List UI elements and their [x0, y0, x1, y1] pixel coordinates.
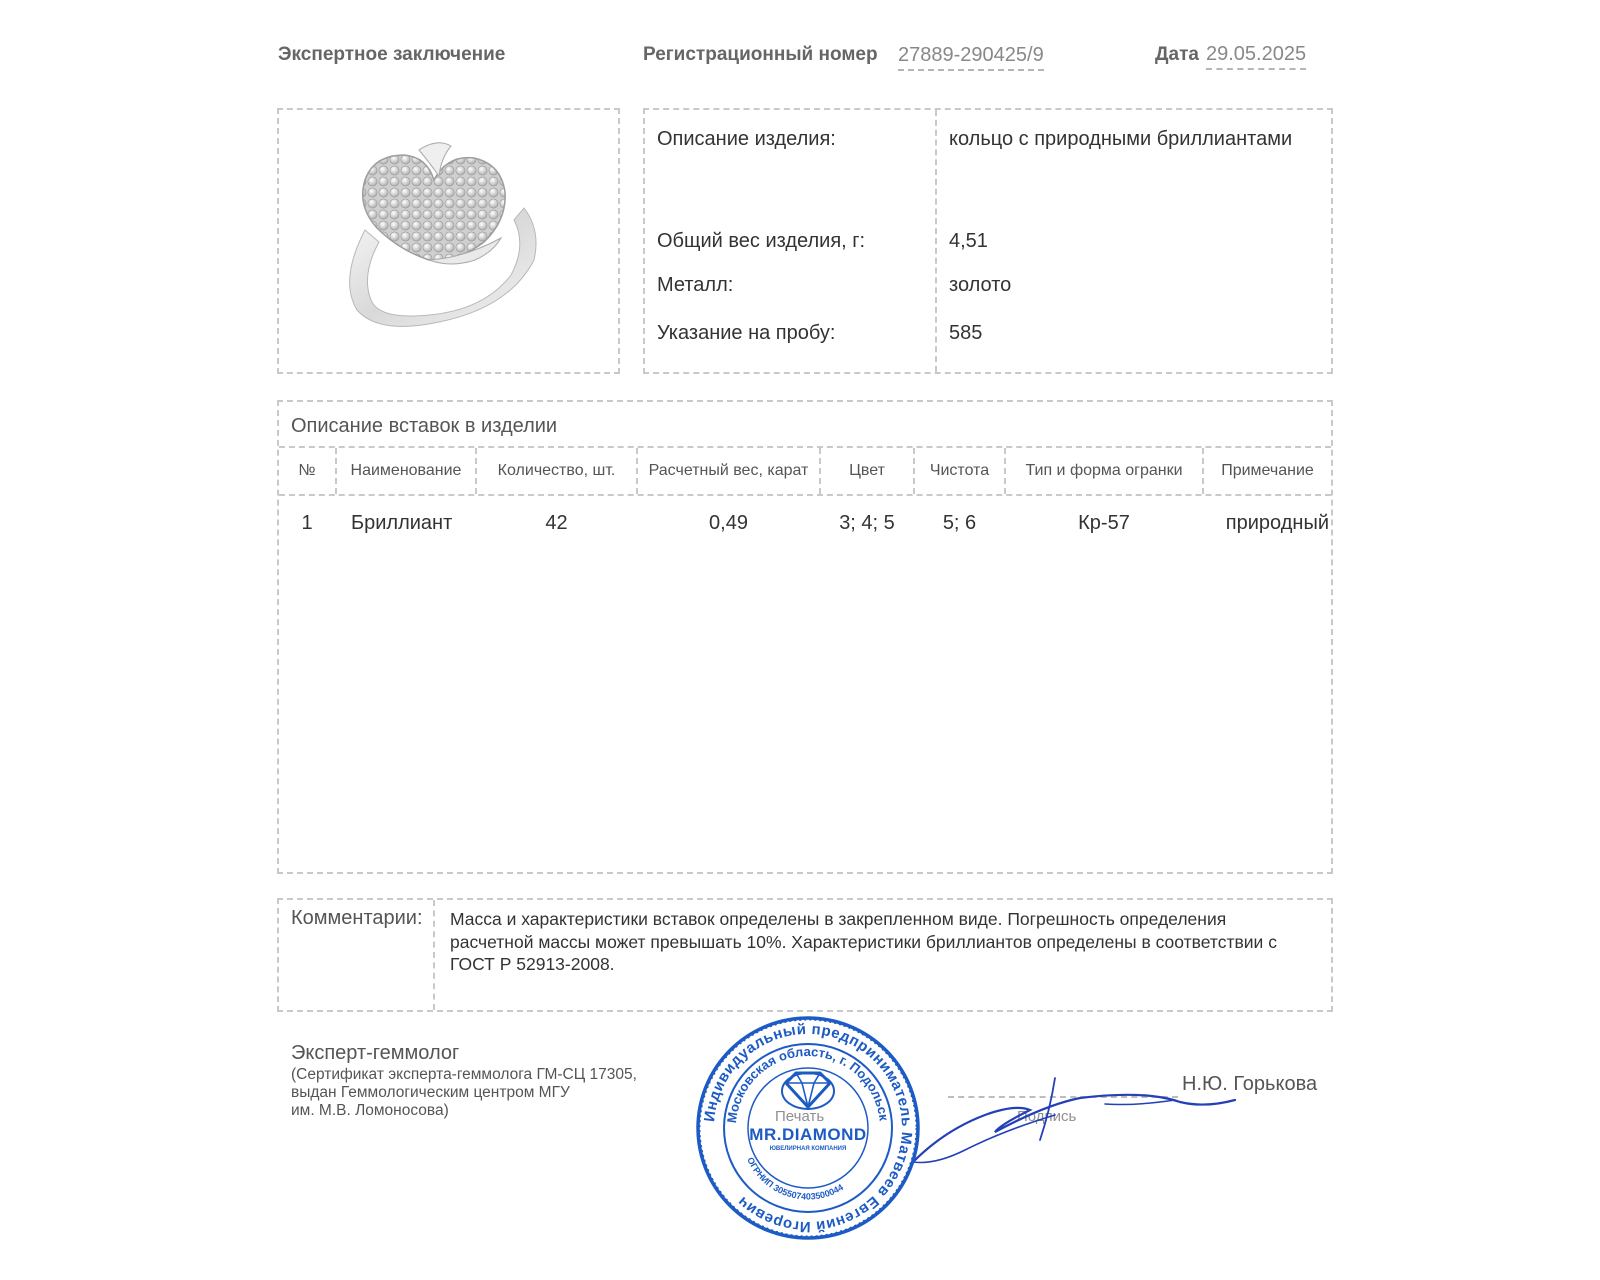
table-row-cell-number: 1 [301, 512, 313, 534]
stones-section-title: Описание вставок в изделии [291, 415, 558, 437]
signature-icon [905, 1070, 1250, 1180]
item-info-divider [935, 110, 937, 372]
expert-certificate-line: (Сертификат эксперта-геммолога ГМ-СЦ 17305, [291, 1066, 637, 1083]
item-hallmark-label: Указание на пробу: [657, 322, 836, 344]
signature-label: Подпись [1017, 1108, 1077, 1125]
item-weight-value: 4,51 [949, 230, 988, 252]
stamp-brand-sub: ЮВЕЛИРНАЯ КОМПАНИЯ [769, 1146, 847, 1152]
svg-text:ОГРНИП 305507403500044 [745, 1156, 845, 1202]
date-label: Дата [1155, 44, 1199, 65]
reg-number-value: 27889-290425/9 [898, 44, 1044, 71]
comments-line: расчетной массы может превышать 10%. Характеристики бриллиантов определены в соответствии с [450, 931, 1277, 952]
expert-certificate [291, 1066, 637, 1120]
heart-ring-icon [279, 110, 618, 372]
col-header-weight: Расчетный вес, карат [648, 462, 809, 479]
col-header-note: Примечание [1221, 462, 1314, 479]
stones-header-divider [279, 494, 1331, 496]
expert-certificate-line: им. М.В. Ломоносова) [291, 1102, 449, 1119]
expert-name: Н.Ю. Горькова [1182, 1073, 1318, 1095]
table-row-cell-color: 3; 4; 5 [839, 512, 895, 534]
date-value: 29.05.2025 [1206, 43, 1306, 70]
expert-title: Эксперт-геммолог [291, 1042, 460, 1064]
table-row-cell-note: природный [1225, 512, 1329, 534]
item-photo-box [277, 108, 620, 374]
col-header-quantity: Количество, шт. [497, 462, 616, 479]
item-metal-label: Металл: [657, 274, 734, 296]
table-row-cell-clarity: 5; 6 [942, 512, 977, 534]
comments-line: Масса и характеристики вставок определены в закрепленном виде. Погрешность определения [450, 909, 1227, 929]
table-row-cell-weight: 0,49 [709, 512, 748, 534]
item-weight-label: Общий вес изделия, г: [657, 230, 866, 252]
col-header-name: Наименование [350, 462, 462, 479]
comments-divider [433, 900, 435, 1010]
item-description-label: Описание изделия: [657, 128, 836, 150]
col-header-clarity: Чистота [929, 462, 990, 479]
company-stamp [695, 1015, 921, 1241]
col-header-number: № [298, 462, 316, 479]
stamp-outer-text: Индивидуальный предприниматель Матвеев Евгений Игоревич [701, 1020, 916, 1236]
col-header-cut: Тип и форма огранки [1025, 462, 1183, 479]
table-row-cell-name: Бриллиант [351, 512, 453, 534]
item-hallmark-value: 585 [949, 322, 983, 344]
diamond-logo-icon [782, 1073, 834, 1109]
comments-line: ГОСТ Р 52913-2008. [450, 954, 615, 974]
reg-number-label: Регистрационный номер [643, 44, 878, 65]
table-row-cell-cut: Кр-57 [1078, 512, 1130, 534]
stamp-ogrnip: ОГРНИП 305507403500044 [745, 1155, 846, 1202]
comments-text [450, 908, 1330, 976]
comments-label: Комментарии: [291, 907, 423, 929]
stamp-brand: MR.DIAMOND [749, 1125, 867, 1144]
table-row-cell-quantity: 42 [545, 512, 568, 534]
expert-certificate-line: выдан Геммологическим центром МГУ [291, 1084, 570, 1101]
stamp-label: Печать [775, 1108, 825, 1125]
col-header-color: Цвет [849, 462, 885, 479]
item-description-value: кольцо с природными бриллиантами [949, 128, 1293, 150]
item-metal-value: золото [949, 274, 1012, 296]
stamp-inner-text: Московская область, г. Подольск [724, 1043, 892, 1124]
document-title: Экспертное заключение [278, 44, 506, 65]
